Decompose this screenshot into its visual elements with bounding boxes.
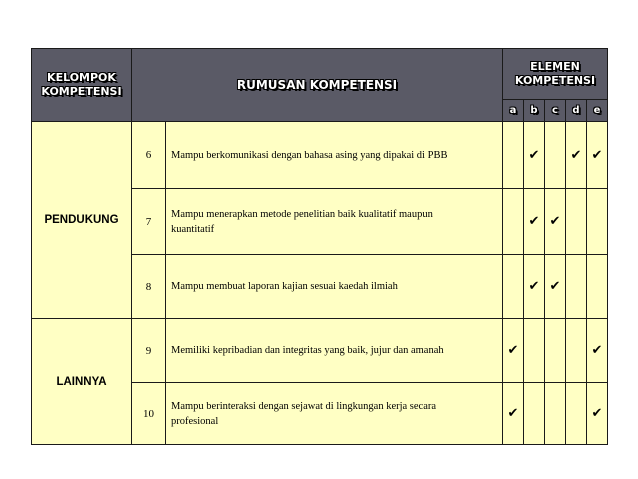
row-description: Mampu berinteraksi dengan sejawat di lingkungan kerja secara profesional xyxy=(166,383,503,445)
table-row xyxy=(32,319,608,383)
check-c: ✔ xyxy=(545,255,566,319)
header-rumusan: RUMUSAN KOMPETENSI xyxy=(132,49,503,122)
header-kelompok: KELOMPOK KOMPETENSI xyxy=(32,49,132,122)
check-c xyxy=(545,319,566,383)
check-d xyxy=(566,189,587,255)
group-label: PENDUKUNG xyxy=(32,122,132,319)
header-elemen: ELEMEN KOMPETENSI xyxy=(503,49,608,100)
row-number: 7 xyxy=(132,189,166,255)
check-e xyxy=(587,189,608,255)
check-b: ✔ xyxy=(524,255,545,319)
check-d: ✔ xyxy=(566,122,587,189)
check-a xyxy=(503,122,524,189)
check-a: ✔ xyxy=(503,319,524,383)
check-e: ✔ xyxy=(587,319,608,383)
row-number: 9 xyxy=(132,319,166,383)
competency-table xyxy=(31,48,608,445)
header-sub-a: a xyxy=(503,100,524,122)
row-description: Mampu berkomunikasi dengan bahasa asing yang dipakai di PBB xyxy=(166,122,503,189)
check-d xyxy=(566,319,587,383)
header-sub-e: e xyxy=(587,100,608,122)
row-number: 6 xyxy=(132,122,166,189)
table-row xyxy=(32,122,608,189)
row-number: 8 xyxy=(132,255,166,319)
row-description: Mampu menerapkan metode penelitian baik kualitatif maupun kuantitatif xyxy=(166,189,503,255)
check-b: ✔ xyxy=(524,189,545,255)
check-c xyxy=(545,383,566,445)
row-description: Memiliki kepribadian dan integritas yang baik, jujur dan amanah xyxy=(166,319,503,383)
check-e: ✔ xyxy=(587,122,608,189)
row-number: 10 xyxy=(132,383,166,445)
check-d xyxy=(566,255,587,319)
check-c xyxy=(545,122,566,189)
row-description: Mampu membuat laporan kajian sesuai kaedah ilmiah xyxy=(166,255,503,319)
header-row xyxy=(32,49,608,100)
check-e: ✔ xyxy=(587,383,608,445)
check-a xyxy=(503,255,524,319)
header-sub-d: d xyxy=(566,100,587,122)
check-d xyxy=(566,383,587,445)
check-b xyxy=(524,383,545,445)
check-c: ✔ xyxy=(545,189,566,255)
check-e xyxy=(587,255,608,319)
check-a xyxy=(503,189,524,255)
group-label: LAINNYA xyxy=(32,319,132,445)
check-b xyxy=(524,319,545,383)
header-sub-b: b xyxy=(524,100,545,122)
check-a: ✔ xyxy=(503,383,524,445)
header-sub-c: c xyxy=(545,100,566,122)
check-b: ✔ xyxy=(524,122,545,189)
